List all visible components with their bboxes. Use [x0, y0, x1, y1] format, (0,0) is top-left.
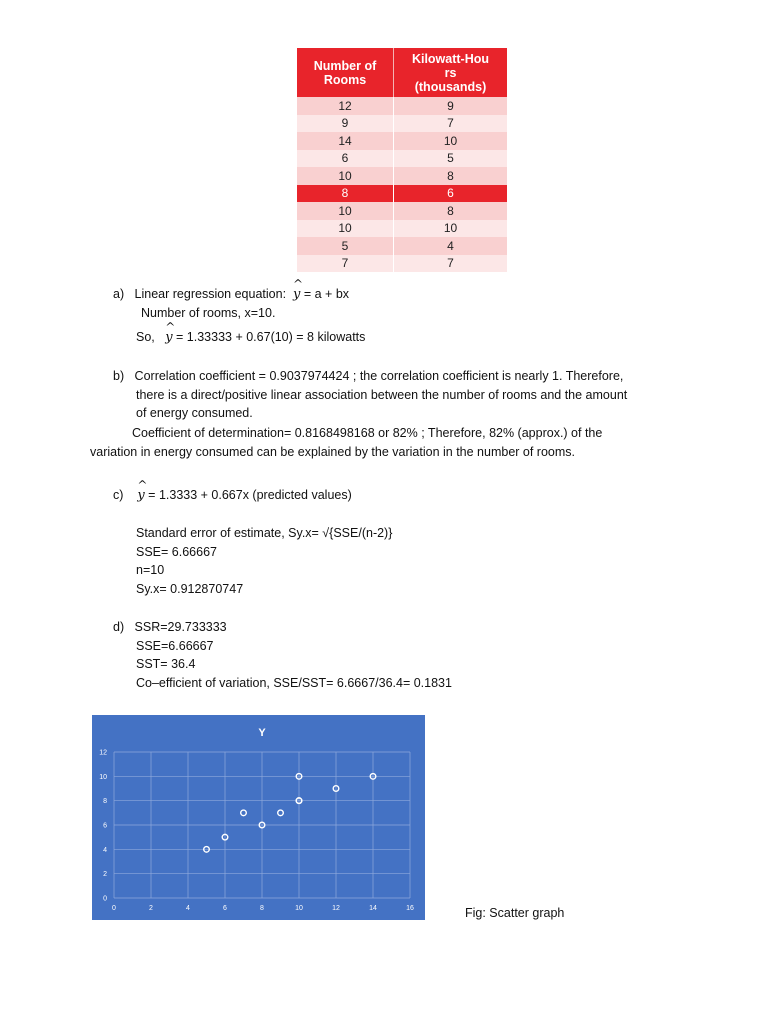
cell-kwh: 7 [394, 115, 508, 133]
part-a-line3: So, ^ y = 1.33333 + 0.67(10) = 8 kilowatts [136, 330, 365, 345]
y-hat-symbol: ^ y [137, 488, 144, 503]
part-d-line2: SSE=6.66667 [136, 639, 214, 653]
cell-rooms: 10 [297, 220, 394, 238]
header-rooms: Number of Rooms [297, 48, 394, 97]
table-row [297, 132, 507, 150]
cell-kwh: 7 [394, 255, 508, 273]
x-tick-label: 16 [406, 905, 414, 912]
x-tick-label: 6 [223, 905, 227, 912]
cell-rooms: 10 [297, 167, 394, 185]
cell-kwh: 5 [394, 150, 508, 168]
y-tick-label: 6 [103, 822, 107, 830]
cell-kwh: 10 [394, 220, 508, 238]
y-hat-symbol: ^ y [293, 287, 300, 302]
cell-kwh: 8 [394, 202, 508, 220]
scatter-point [278, 810, 284, 816]
part-b-line1: b) Correlation coefficient = 0.9037974424 ; the correlation coefficient is nearly 1. Therefore, [113, 369, 624, 383]
part-a-line2: Number of rooms, x=10. [141, 306, 276, 320]
table-row [297, 255, 507, 273]
y-tick-label: 4 [103, 846, 107, 854]
cell-kwh: 10 [394, 132, 508, 150]
part-b-line2: there is a direct/positive linear association between the number of rooms and the amount [136, 388, 628, 402]
part-c-line3: SSE= 6.66667 [136, 545, 217, 559]
scatter-chart-svg [92, 715, 425, 920]
cell-rooms: 7 [297, 255, 394, 273]
table-header-row [297, 48, 507, 97]
table-row [297, 237, 507, 255]
part-a-line1: a) Linear regression equation: ^ y = a + bx [113, 287, 349, 302]
scatter-chart [92, 715, 425, 920]
x-tick-label: 4 [186, 905, 190, 912]
table-row [297, 97, 507, 115]
cell-kwh: 6 [394, 185, 508, 203]
header-kwh: Kilowatt-Hou rs (thousands) [394, 48, 508, 97]
part-d-line1: d) SSR=29.733333 [113, 620, 227, 634]
x-tick-label: 12 [332, 905, 340, 912]
table-row [297, 167, 507, 185]
part-b-line3: of energy consumed. [136, 406, 253, 420]
table-row [297, 150, 507, 168]
y-tick-label: 8 [103, 798, 107, 806]
part-d-line4: Co–efficient of variation, SSE/SST= 6.6667/36.4= 0.1831 [136, 676, 452, 690]
part-c-line1: c) ^ y = 1.3333 + 0.667x (predicted values) [113, 488, 352, 503]
cell-rooms: 9 [297, 115, 394, 133]
part-b-line5: variation in energy consumed can be explained by the variation in the number of rooms. [90, 445, 576, 459]
y-tick-label: 10 [99, 773, 107, 781]
part-c-line4: n=10 [136, 563, 165, 577]
data-table [297, 48, 507, 272]
x-tick-label: 14 [369, 905, 377, 912]
part-c-line5: Sy.x= 0.912870747 [136, 582, 244, 596]
cell-kwh: 8 [394, 167, 508, 185]
table-row [297, 115, 507, 133]
cell-rooms: 5 [297, 237, 394, 255]
table-row [297, 185, 507, 203]
x-tick-label: 0 [112, 905, 116, 912]
figure-caption: Fig: Scatter graph [465, 906, 565, 920]
y-tick-label: 0 [103, 895, 107, 903]
y-hat-symbol: ^ y [165, 330, 172, 345]
chart-title: Y [258, 727, 266, 739]
part-b-line4: Coefficient of determination= 0.8168498168 or 82% ; Therefore, 82% (approx.) of the [132, 426, 603, 440]
cell-rooms: 10 [297, 202, 394, 220]
x-tick-label: 2 [149, 905, 153, 912]
cell-kwh: 4 [394, 237, 508, 255]
cell-rooms: 12 [297, 97, 394, 115]
part-d-line3: SST= 36.4 [136, 657, 196, 671]
cell-rooms: 8 [297, 185, 394, 203]
table-row [297, 202, 507, 220]
scatter-point [241, 810, 247, 816]
part-c-line2: Standard error of estimate, Sy.x= √{SSE/(n-2)} [136, 526, 393, 540]
x-tick-label: 8 [260, 905, 264, 912]
y-tick-label: 12 [99, 749, 107, 757]
cell-kwh: 9 [394, 97, 508, 115]
table-row [297, 220, 507, 238]
cell-rooms: 14 [297, 132, 394, 150]
x-tick-label: 10 [295, 905, 303, 912]
cell-rooms: 6 [297, 150, 394, 168]
y-tick-label: 2 [103, 871, 107, 879]
